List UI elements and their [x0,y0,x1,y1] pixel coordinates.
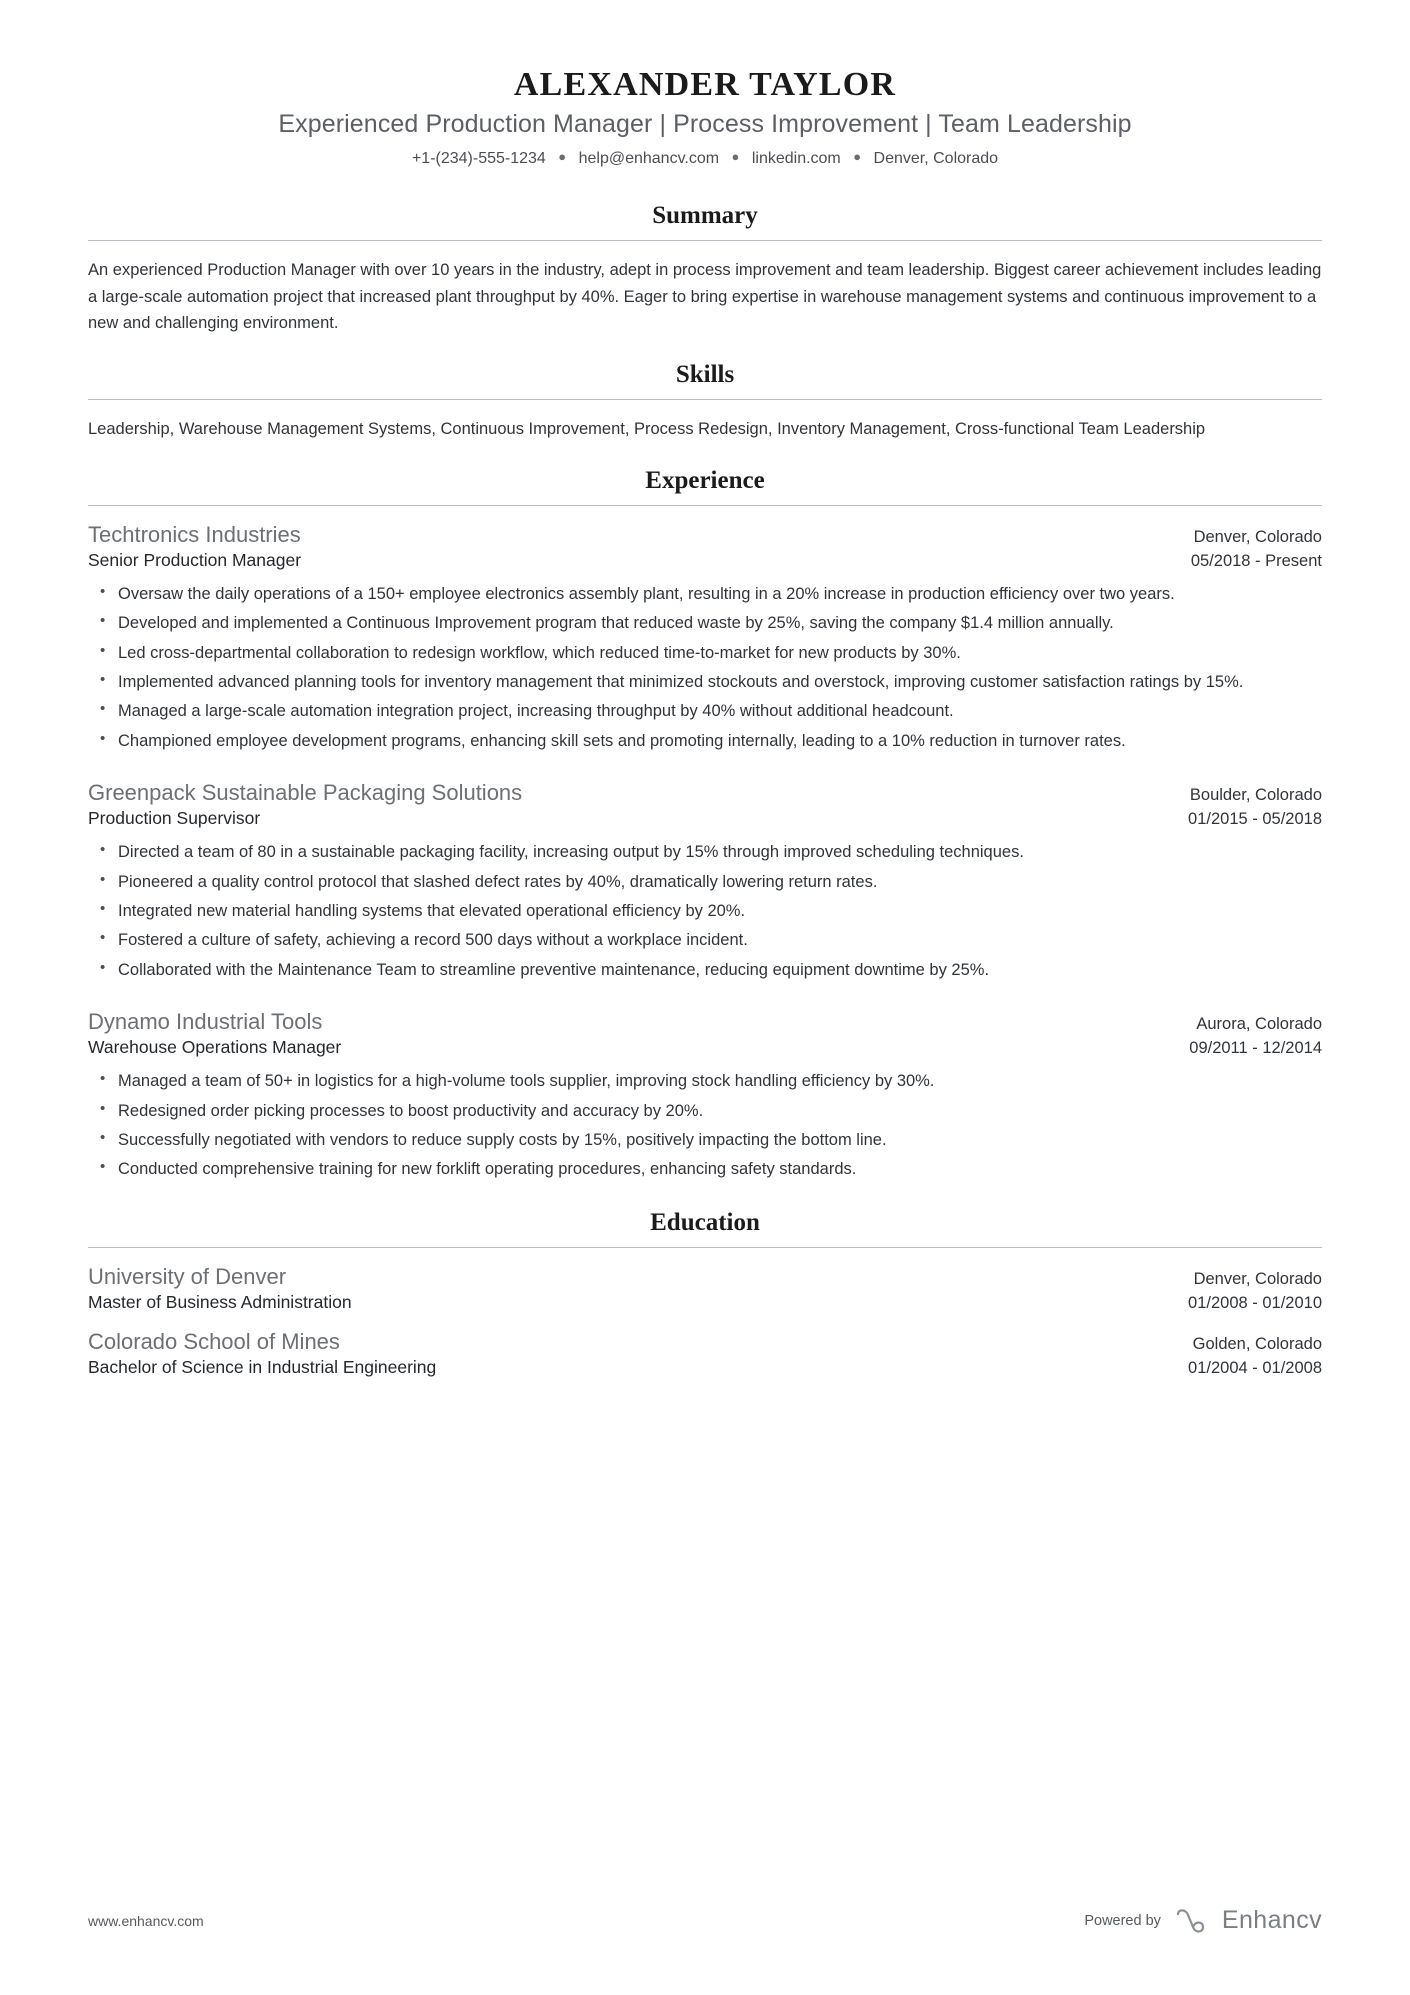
footer-branding [1084,1906,1322,1935]
list-item: • Developed and implemented a Continuous Improvement program that reduced waste by 25%, saving the company $1.4 million annually. [88,610,1322,636]
experience-entry [88,522,1322,754]
experience-entry-header [88,522,1322,548]
section-summary [88,202,1322,337]
list-item: • Conducted comprehensive training for new forklift operating procedures, enhancing safety standards. [88,1156,1322,1182]
school-location: Golden, Colorado [1192,1334,1322,1353]
list-item: • Directed a team of 80 in a sustainable packaging facility, increasing output by 15% through improved scheduling techniques. [88,839,1322,865]
list-item: • Managed a team of 50+ in logistics for a high-volume tools supplier, improving stock handling efficiency by 30%. [88,1068,1322,1094]
email-text[interactable]: help@enhancv.com [578,150,720,167]
job-title: Production Supervisor [88,808,261,829]
job-dates: 05/2018 - Present [1190,551,1322,570]
enhancv-wordmark: Enhancv [1221,1906,1322,1934]
school-name: University of Denver [88,1263,287,1289]
list-item: • Collaborated with the Maintenance Team to streamline preventive maintenance, reducing equipment downtime by 25%. [88,957,1322,983]
company-location: Aurora, Colorado [1196,1015,1322,1034]
list-item: • Oversaw the daily operations of a 150+ employee electronics assembly plant, resulting in a 20% increase in production efficiency over two years. [88,581,1322,607]
section-divider [88,505,1322,506]
education-entry [88,1329,1322,1378]
resume-header [88,66,1322,168]
achievement-list [88,839,1322,983]
section-education [88,1209,1322,1378]
degree-title: Bachelor of Science in Industrial Engineering [88,1356,437,1377]
headline: Experienced Production Manager | Process Improvement | Team Leadership [278,110,1132,138]
section-divider [88,1247,1322,1248]
section-title-experience: Experience [645,466,765,494]
footer-website-link[interactable]: www.enhancv.com [88,1912,204,1929]
list-item: • Championed employee development programs, enhancing skill sets and promoting internally, leading to a 10% reduction in turnover rates. [88,728,1322,754]
experience-entry-header [88,780,1322,806]
powered-by-label: Powered by [1084,1912,1161,1929]
achievement-list [88,581,1322,754]
achievement-list [88,1068,1322,1183]
education-entry-subheader [88,1292,1322,1313]
enhancv-mark-icon [1175,1908,1213,1934]
list-item: • Integrated new material handling systems that elevated operational efficiency by 20%. [88,898,1322,924]
location-text: Denver, Colorado [873,150,999,167]
experience-entry-subheader [88,808,1322,829]
school-location: Denver, Colorado [1193,1269,1322,1288]
list-item: • Implemented advanced planning tools for inventory management that minimized stockouts and overstock, improving customer satisfaction ratings by 15%. [88,669,1322,695]
company-name: Techtronics Industries [88,521,301,547]
enhancv-logo [1175,1906,1322,1935]
company-location: Boulder, Colorado [1189,786,1322,805]
experience-entry [88,1009,1322,1183]
experience-entry-subheader [88,550,1322,571]
section-skills [88,361,1322,443]
list-item: • Redesigned order picking processes to boost productivity and accuracy by 20%. [88,1098,1322,1124]
section-title-education: Education [650,1208,760,1236]
linkedin-link[interactable]: linkedin.com [751,150,841,167]
section-experience [88,467,1322,1183]
experience-entry-subheader [88,1037,1322,1058]
job-title: Warehouse Operations Manager [88,1037,342,1058]
skills-text: Leadership, Warehouse Management Systems, Continuous Improvement, Process Redesign, Inventory Management, Cross-functional Team Leadership [88,420,1206,439]
company-location: Denver, Colorado [1193,527,1322,546]
education-entry-subheader [88,1357,1322,1378]
summary-text: An experienced Production Manager with over 10 years in the industry, adept in process improvement and team leadership. Biggest career achievement includes leading a large-scale automation project that increased plant throughput by 40%. Eager to bring expertise in warehouse management systems and continuous improvement to a new and challenging environment. [88,261,1322,333]
section-title-summary: Summary [652,202,758,229]
education-entry-header [88,1264,1322,1290]
page-footer [88,1906,1322,1935]
list-item: • Fostered a culture of safety, achieving a record 500 days without a workplace incident. [88,927,1322,953]
list-item: • Led cross-departmental collaboration to redesign workflow, which reduced time-to-market for new products by 30%. [88,640,1322,666]
degree-dates: 01/2008 - 01/2010 [1188,1293,1322,1312]
job-title: Senior Production Manager [88,549,302,570]
bullet-separator-icon: ● [731,149,740,164]
page-title: ALEXANDER TAYLOR [513,66,897,103]
job-dates: 09/2011 - 12/2014 [1189,1039,1322,1058]
education-entry-header [88,1329,1322,1355]
section-divider [88,399,1322,400]
phone-text: +1-(234)-555-1234 [411,150,546,167]
job-dates: 01/2015 - 05/2018 [1188,810,1322,829]
list-item: • Managed a large-scale automation integration project, increasing throughput by 40% without additional headcount. [88,698,1322,724]
list-item: • Successfully negotiated with vendors to reduce supply costs by 15%, positively impacting the bottom line. [88,1127,1322,1153]
section-title-skills: Skills [675,361,735,389]
list-item: • Pioneered a quality control protocol that slashed defect rates by 40%, dramatically lowering return rates. [88,869,1322,895]
school-name: Colorado School of Mines [88,1328,340,1354]
company-name: Dynamo Industrial Tools [88,1009,323,1035]
company-name: Greenpack Sustainable Packaging Solutions [88,780,523,806]
bullet-separator-icon: ● [853,149,862,164]
experience-entry [88,780,1322,983]
section-divider [88,240,1322,241]
bullet-separator-icon: ● [558,149,567,164]
experience-entry-header [88,1009,1322,1035]
degree-dates: 01/2004 - 01/2008 [1188,1358,1322,1377]
degree-title: Master of Business Administration [88,1291,352,1312]
contact-line [88,149,1322,168]
education-entry [88,1264,1322,1313]
